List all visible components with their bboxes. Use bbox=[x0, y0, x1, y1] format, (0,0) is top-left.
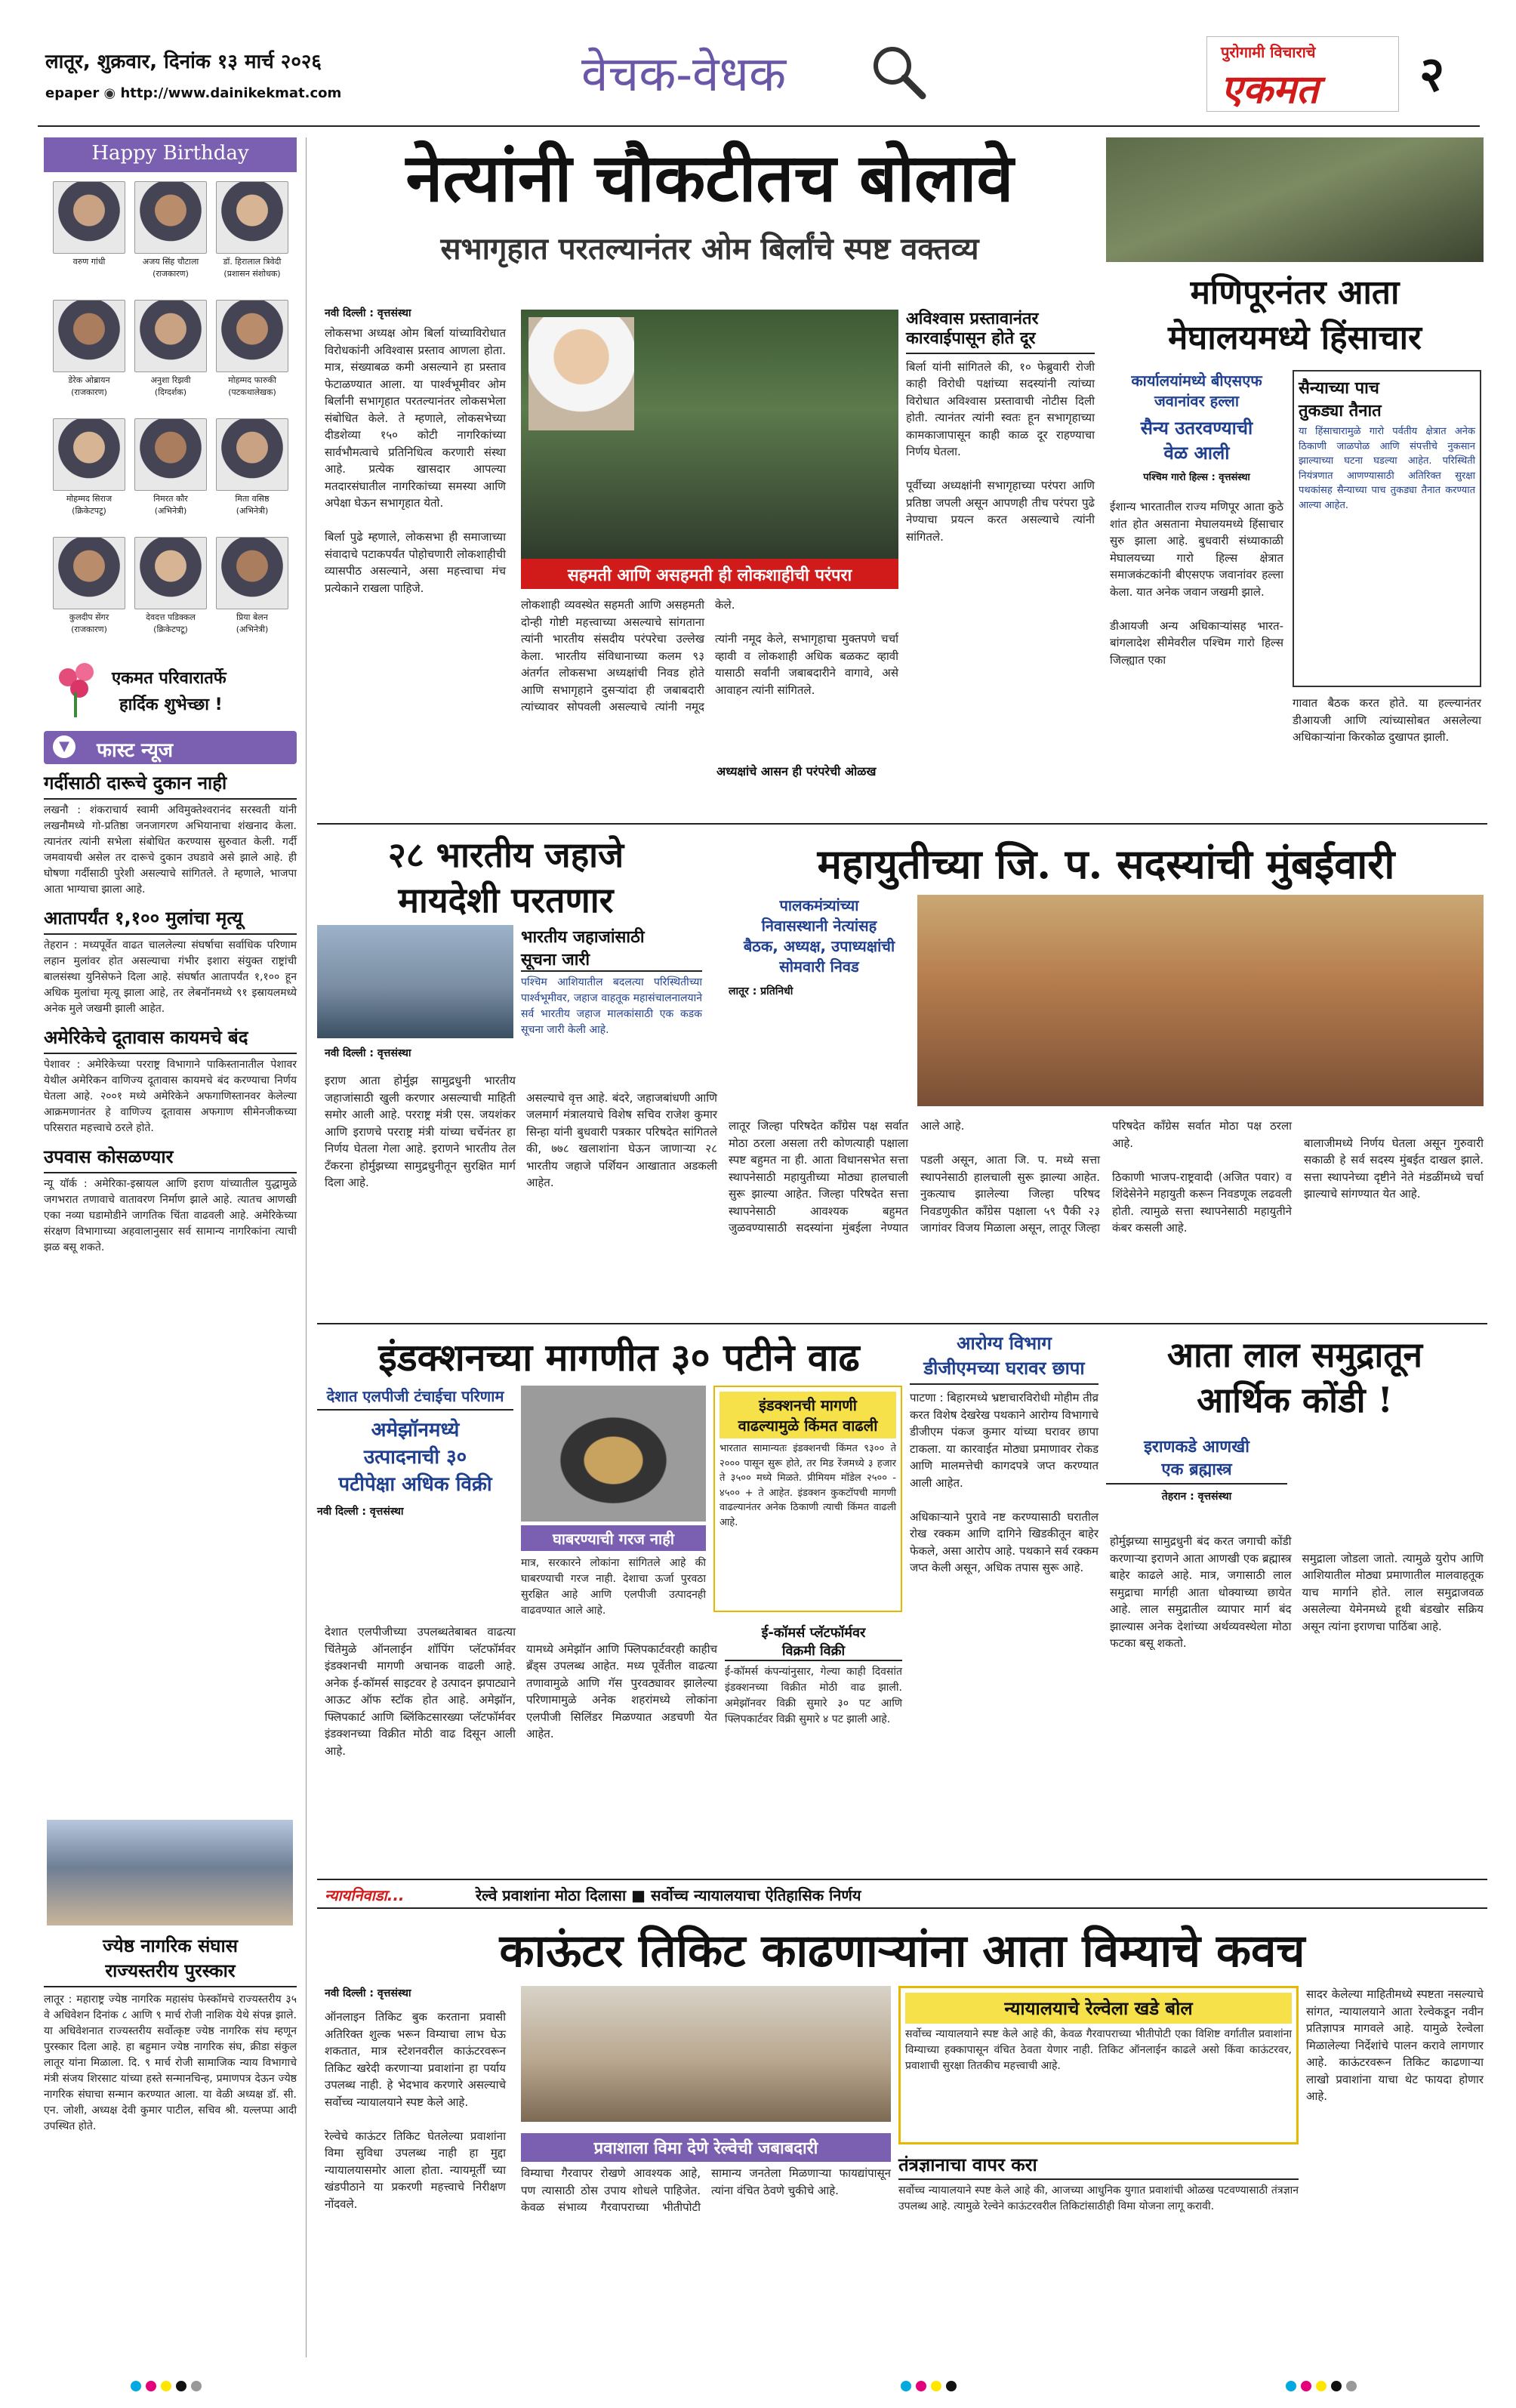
zp-box-2: निवासस्थानी नेत्यांसह bbox=[761, 917, 877, 935]
zp-bottom-rule bbox=[317, 1323, 1487, 1324]
registration-marks bbox=[0, 2371, 1516, 2401]
railway-tech-head: तंत्रज्ञानाचा वापर करा bbox=[898, 2152, 1299, 2180]
zp-box-4: सोमवारी निवड bbox=[779, 957, 859, 976]
lead-photo bbox=[521, 310, 898, 559]
birthday-name: अजय सिंह चौटाला bbox=[142, 257, 199, 267]
induction-dateline: नवी दिल्ली : वृत्तसंस्था bbox=[317, 1506, 404, 1518]
ships-dateline: नवी दिल्ली : वृत्तसंस्था bbox=[325, 1047, 411, 1059]
railway-box-body: विम्याचा गैरवापर रोखणे आवश्यक आहे, पण त्यासाठी ठोस उपाय शोधले पाहिजेत. केवळ संभाव्य गैरवापराच्या भीतीपोटी सामान्य जनतेला मिळणाऱ्या फायद्यांपासून त्यांना वंचित ठेवणे चुकीचे आहे. bbox=[521, 2166, 895, 2214]
ships-box-body: पश्चिम आशियातील बदलत्या परिस्थितीच्या पार्श्वभूमीवर, जहाज वाहतूक महासंचालनालयाने सर्व भारतीय जहाज मालकांसाठी एक कडक सूचना जारी केली आहे. bbox=[521, 976, 706, 1036]
manipur-sub-2: जवानांवर हल्ला bbox=[1154, 392, 1240, 410]
redsea-box bbox=[1106, 1435, 1287, 1503]
color-dots-left bbox=[128, 2380, 204, 2394]
fast-news-body: पेशावर : अमेरिकेच्या परराष्ट्र विभागाने पाकिस्तानातील पेशावर येथील अमेरिकन वाणिज्य दूतावास कायमचे बंद करण्याचा निर्णय घेतला आहे. २००१ मध्ये अमेरिकेने अफगाणिस्तानवर केलेल्या आक्रमणानंतर हे वाणिज्य दूतावास अफगाण सीमेनजीकच्या परिसरात महत्त्वाचे ठरले होते. bbox=[44, 1059, 300, 1134]
birthday-photo bbox=[134, 418, 207, 491]
railway-dateline: नवी दिल्ली : वृत्तसंस्था bbox=[325, 1987, 411, 1999]
chevron-down-icon: ▼ bbox=[53, 735, 75, 758]
senior-award bbox=[44, 1933, 300, 2135]
birthday-name: अनुशा रिझवी bbox=[150, 375, 191, 385]
induction-sub-body: ई-कॉमर्स कंपन्यांनुसार, गेल्या काही दिवसांत इंडक्शनच्या विक्रीत मोठी वाढ झाली. अमेझॉनवर विक्री सुमारे ३० पट आणि फ्लिपकार्टवर विक्री सुमारे ४ पट झाली आहे. bbox=[725, 1666, 906, 1725]
redsea-headline-1: आता लाल समुद्रातून bbox=[1166, 1334, 1423, 1375]
railway-right-title bbox=[905, 1993, 1292, 2024]
epaper-label: epaper bbox=[45, 85, 100, 101]
lead-col-2: लोकशाही व्यवस्थेत सहमती आणि असहमती दोन्ही गोष्टी महत्त्वाच्या असल्याचे सांगताना त्यांनी भारतीय संसदीय परंपरेचा उल्लेख केला. भारतीय संविधानाच्या कलम ९३ अंतर्गत लोकसभा अध्यक्षांची निवड होते आणि सभागृहाने दुसऱ्यांदा ही जबाबदारी त्यांच्यावर सोपवली असल्याचे त्यांनी नमूद केले. त्यांनी नमूद केले, सभागृहाचा मुक्तपणे चर्चा व्हावी व लोकशाही अधिक बळकट व्हावी यासाठी सर्वांनी जबाबदारीने वागावे, असे आवाहन त्यांनी सांगितले. bbox=[521, 598, 898, 714]
globe-icon: ◉ bbox=[103, 85, 121, 101]
redsea-box-2: एक ब्रह्मास्त्र bbox=[1106, 1457, 1287, 1485]
ships-box-head-2: सूचना जारी bbox=[521, 948, 702, 972]
birthday-name: मोहम्मद फारुकी bbox=[228, 375, 276, 385]
lead-headline: नेत्यांनी चौकटीतच बोलावे bbox=[405, 139, 1014, 217]
manipur-dateline: पश्चिम गारो हिल्स : वृत्तसंस्था bbox=[1143, 472, 1250, 483]
induction-side-4: पटीपेक्षा अधिक विक्री bbox=[338, 1473, 492, 1496]
railway-box bbox=[521, 2133, 895, 2216]
induction-photo bbox=[521, 1386, 706, 1522]
birthday-photo bbox=[134, 181, 207, 254]
induction-side-3: उत्पादनाची ३० bbox=[363, 1446, 467, 1469]
induction-side bbox=[317, 1386, 513, 1518]
induction-side-2: अमेझॉनमध्ये bbox=[371, 1419, 460, 1441]
gadget-head: घाबरण्याची गरज नाही bbox=[552, 1530, 675, 1548]
birthday-photo bbox=[216, 181, 288, 254]
birthday-role: (क्रिकेटपटू) bbox=[153, 624, 188, 634]
birthday-role: (अभिनेत्री) bbox=[236, 624, 269, 634]
magnifier-icon bbox=[868, 42, 929, 102]
fast-news-body: न्यू यॉर्क : अमेरिका-इस्रायल आणि इराण यांच्यातील युद्धामुळे जगभरात तणावाचे वातावरण निर्माण झाले आहे. त्यातच आणखी एका नव्या घडामोडीने जागतिक चिंता वाढवली आहे. अमेरिकेच्या संरक्षण विभागाच्या अहवालानुसार सर्व सामान्य नागरिकांना त्याची झळ बसू शकते. bbox=[44, 1178, 300, 1253]
birthday-photo bbox=[53, 418, 125, 491]
birthday-title: Happy Birthday bbox=[91, 142, 249, 165]
birthday-name: मिता वसिष्ठ bbox=[235, 494, 270, 504]
birthday-name: मोहम्मद सिराज bbox=[66, 494, 112, 504]
birthday-name: वरुण गांधी bbox=[72, 257, 106, 267]
page-number: २ bbox=[1419, 47, 1445, 103]
railway-ribbon bbox=[317, 1879, 1487, 1909]
zp-body: लातूर जिल्हा परिषदेत काँग्रेस पक्ष सर्वात मोठा ठरला असला तरी कोणत्याही पक्षाला स्पष्ट बहुमत ना ही. आता विधानसभेत सत्ता स्थापनेसाठी महायुतीच्या मोठ्या हालचाली सुरू झाल्या आहेत. जिल्हा परिषदेत सत्ता स्थापनेसाठी आवश्यक बहुमत जुळवण्यासाठी सदस्यांना मुंबईला नेण्यात आले आहे. पडली असून, आता जि. प. मध्ये सत्ता स्थापनेसाठी हालचाली सुरू झाल्या आहेत. नुकत्याच झालेल्या जिल्हा परिषद निवडणुकीत काँग्रेस पक्षाला ५९ पैकी २३ जागांवर विजय मिळाला असून, लातूर जिल्हा परिषदेत काँग्रेस सर्वात मोठा पक्ष ठरला आहे. ठिकाणी भाजप-राष्ट्रवादी (अजित पवार) व शिंदेसेनेने महायुती करून निवडणूक लढवली होती. त्यामुळे सत्ता स्थापनेसाठी महायुतीने कंबर कसली आहे. बालाजीमध्ये निर्णय घेतला असून गुरुवारी सकाळी हे सर्व सदस्य मुंबईत दाखल झाले. सत्ता स्थापनेच्या दृष्टीने नेते मंडळींमध्ये चर्चा झाल्याचे सांगण्यात येत आहे. bbox=[729, 1119, 1484, 1235]
manipur-sub-3: सैन्य उतरवण्याची bbox=[1140, 418, 1253, 439]
fast-news-body: तेहरान : मध्यपूर्वेत वाढत चाललेल्या संघर्षाचा सर्वाधिक परिणाम लहान मुलांवर होत असल्याचा गंभीर इशारा संयुक्त राष्ट्रांची बालसंस्था युनिसेफने दिला आहे. संघर्षात आतापर्यंत १,१०० हून अधिक मुलांचा मृत्यू झाला आहे, तर लेबनॉनमध्ये ९१ इस्रायलमध्ये अनेक मुले जखमी झाली आहेत. bbox=[44, 939, 300, 1015]
ships-box-head-1: भारतीय जहाजांसाठी bbox=[521, 928, 645, 947]
ships-photo bbox=[317, 925, 513, 1038]
railway-photo bbox=[521, 1986, 891, 2122]
manipur-sub-box bbox=[1106, 370, 1287, 483]
birthday-photo bbox=[216, 537, 288, 609]
zp-box-3: बैठक, अध्यक्ष, उपाध्यक्षांची bbox=[743, 937, 895, 955]
induction-body: देशात एलपीजीच्या उपलब्धतेबाबत वाढत्या चिंतेमुळे ऑनलाईन शॉपिंग प्लॅटफॉर्मवर इंडक्शनची मागणी अचानक वाढली आहे. अनेक ई-कॉमर्स साइटवर हे उत्पादन झपाट्याने आऊट ऑफ स्टॉक होत आहे. अमेझॉन, फ्लिपकार्ट आणि ब्लिंकिटसारख्या प्लॅटफॉर्मवर इंडक्शनच्या विक्रीत मोठी वाढ दिसून आली आहे. यामध्ये अमेझॉन आणि फ्लिपकार्टवरही काहीच ब्रँड्स उपलब्ध आहेत. मध्य पूर्वेतील वाढत्या तणावामुळे आणि गॅस पुरवठ्यावर झालेल्या परिणामामुळे अनेक शहरांमध्ये लोकांना एलपीजी सिलिंडर मिळण्यात अडचणी येत आहेत. bbox=[325, 1625, 717, 1758]
section-title-right: वेधक bbox=[692, 47, 787, 103]
railway-tech-box bbox=[898, 2152, 1302, 2215]
birthday-role: (दिग्दर्शक) bbox=[154, 387, 187, 397]
lead-box-head: अध्यक्षांचे आसन ही परंपरेची ओळख bbox=[713, 763, 876, 779]
lead-side-box bbox=[906, 310, 1095, 823]
ships-body: इराण आता होर्मुझ सामुद्रधुनी भारतीय जहाजांसाठी खुली करणार असल्याची माहिती समोर आली आहे. परराष्ट्र मंत्री एस. जयशंकर आणि इराणचे परराष्ट्र मंत्री यांच्या चर्चेनंतर हा निर्णय घेतला गेला आहे. इराणने भारतीय तेल टँकरना होर्मुझच्या सामुद्रधुनीतून सुरक्षित मार्ग दिला आहे. असल्याचे वृत्त आहे. बंदरे, जहाजबांधणी आणि जलमार्ग मंत्रालयाचे विशेष सचिव राजेश कुमार सिन्हा यांनी बुधवारी पत्रकार परिषदेत सांगितले की, ७७८ खलाशांना घेऊन जाणाऱ्या २८ भारतीय जहाजे पर्शियन आखातात अडकली आहेत. bbox=[325, 1074, 717, 1189]
redsea-dateline: तेहरान : वृत्तसंस्था bbox=[1161, 1491, 1232, 1503]
zp-box-1: पालकमंत्र्यांच्या bbox=[779, 896, 859, 914]
railway-right-col: सादर केलेल्या माहितीमध्ये स्पष्टता नसल्याचे सांगत, न्यायालयाने आता रेल्वेकडून नवीन प्रतिज्ञापत्र मागवले आहे. यामुळे रेल्वेला मिळालेल्या निर्देशांचे पालन करावे लागणार आहे. काऊंटरवरून तिकिट काढणाऱ्या लाखो प्रवाशांना याचा थेट फायदा होणार आहे. bbox=[1306, 1987, 1487, 2103]
birthday-role: (राजकारण) bbox=[71, 387, 107, 397]
induction-price-box bbox=[713, 1386, 902, 1612]
lead-col-1: लोकसभा अध्यक्ष ओम बिर्ला यांच्याविरोधात विरोधकांनी अविश्वास प्रस्ताव आणला होता. मात्र, संख्याबळ कमी असल्याने हा प्रस्ताव फेटाळण्यात आला. या पार्श्वभूमीवर ओम बिर्लांनी सभागृहात परतल्यानंतर लोकसभेला संबोधित केले. ते म्हणाले, लोकसभेच्या दीडशेव्या १५० कोटी नागरिकांच्या सार्वभौमत्वाचे प्रतिनिधित्व करणारी संस्था आहे. प्रत्येक खासदार आपल्या मतदारसंघातील नागरिकांच्या समस्या आणि अपेक्षा घेऊन सभागृहात येतो. बिर्ला पुढे म्हणाले, लोकसभा ही समाजाच्या संवादाचे पटाकपर्यंत पोहोचणारी लोकशाहीची व्यासपीठ असल्याने, असा महत्त्वाचा मंच प्रत्येकाने राखला पाहिजे. bbox=[325, 326, 506, 595]
color-dots-right bbox=[1283, 2380, 1359, 2394]
birthday-photo bbox=[53, 300, 125, 372]
lead-bottom-rule bbox=[317, 823, 1487, 825]
induction-sub-box-2: विक्रमी विक्री bbox=[725, 1642, 902, 1661]
fast-news-title: फास्ट न्यूज bbox=[97, 739, 174, 762]
fast-news-head: अमेरिकेचे दूतावास कायमचे बंद bbox=[44, 1025, 297, 1054]
manipur-photo bbox=[1106, 137, 1484, 262]
ships-headline-2: मायदेशी परतणार bbox=[398, 880, 614, 920]
railway-box-title bbox=[521, 2133, 891, 2162]
gadget-body: मात्र, सरकारने लोकांना सांगितले आहे की घाबरण्याची गरज नाही. देशाचा ऊर्जा पुरवठा सुरक्षित आहे आणि एलपीजी उत्पादनही वाढवण्यात आले आहे. bbox=[521, 1557, 710, 1617]
induction-price-head bbox=[719, 1392, 896, 1438]
lead-subhead: सभागृहात परतल्यानंतर ओम बिर्लांचे स्पष्ट वक्तव्य bbox=[440, 232, 979, 267]
birthday-photo bbox=[134, 300, 207, 372]
section-title-left: वेचक bbox=[581, 47, 676, 103]
fast-news-body: लखनौ : शंकराचार्य स्वामी अविमुक्तेश्वरानंद सरस्वती यांनी लखनौमध्ये गो-प्रतिष्ठा जनजागरण अभियानाचा शंखनाद केला. त्यानंतर त्यांनी सभेला संबोधित करण्यास सुरुवात केली. गर्दी जमवायची असेल तर दारूचे दुकान उघडावे असे झाले आहे. ही घोषणा गर्दीसाठी पुरेशी असल्याचे सांगितले. ते म्हणाले, भाजपा आता भाग्याचा झाला आहे. bbox=[44, 804, 300, 896]
brand-tagline: पुरोगामी विचाराचे bbox=[1221, 43, 1316, 61]
lead-side-head-2: कारवाईपासून होते दूर bbox=[906, 329, 1095, 353]
birthday-wish-1: एकमत परिवारातर्फे bbox=[112, 669, 226, 688]
railway-body: ऑनलाइन तिकिट बुक करताना प्रवासी अतिरिक्त शुल्क भरून विम्याचा लाभ घेऊ शकतात, मात्र स्टेशनवरील काऊंटरवरून तिकिट खरेदी करणाऱ्या प्रवाशांना हा पर्याय उपलब्ध नाही. हे भेदभाव करणारे असल्याचे सर्वोच्च न्यायालयाने स्पष्ट केले आहे. रेल्वेचे काऊंटर तिकिट घेतलेल्या प्रवाशांना विमा सुविधा उपलब्ध नाही हा मुद्दा न्यायालयासमोर आला होता. न्यायमूर्तीं च्या खंडपीठाने या प्रकरणी महत्त्वाचे निरीक्षण नोंदवले. bbox=[325, 2010, 506, 2211]
birthday-role: (राजकारण) bbox=[71, 624, 107, 634]
award-photo bbox=[47, 1820, 293, 1925]
award-headline-1: ज्येष्ठ नागरिक संघास bbox=[103, 1935, 238, 1956]
birthday-photo bbox=[216, 418, 288, 491]
aarogya-head-1: आरोग्य विभाग bbox=[957, 1333, 1052, 1354]
aarogya-body: पाटणा : बिहारमध्ये भ्रष्टाचारविरोधी मोहीम तीव्र करत विशेष देखरेख पथकाने आरोग्य विभागाचे डीजीएम पंकज कुमार यांच्या घरावर छापा टाकला. या कारवाईत मोठ्या प्रमाणावर रोकड आणि मालमत्तेची कागदपत्रे जप्त करण्यात आली आहेत. अधिकाऱ्याने पुरावे नष्ट करण्यासाठी घरातील रोख रक्कम आणि दागिने खिडकीतून बाहेर फेकले, असा आरोप आहे. पथकाने सर्व रक्कम जप्त केली असून, अधिक तपास सुरू आहे. bbox=[910, 1391, 1098, 1574]
fast-news-head: उपवास कोसळण्यार bbox=[44, 1144, 297, 1173]
ships-headline-1: २८ भारतीय जहाजे bbox=[387, 834, 624, 875]
birthday-role: (अभिनेत्री) bbox=[154, 506, 187, 516]
manipur-box-head-2: तुकड्या तैनात bbox=[1299, 402, 1382, 421]
birthday-role: (प्रशासन संशोधक) bbox=[223, 269, 281, 279]
fast-news-header bbox=[44, 731, 297, 764]
zp-photo bbox=[917, 895, 1484, 1106]
manipur-box-body: या हिंसाचारामुळे गारो पर्वतीय क्षेत्रात अनेक ठिकाणी जाळपोळ आणि संपत्तीचे नुकसान झाल्याच्या घटना घडल्या आहेत. परिस्थिती नियंत्रणात आणण्यासाठी अतिरिक्त सुरक्षा पथकांसह सैन्याच्या पाच तुकड्या तैनात करण्यात आल्या आहेत. bbox=[1299, 426, 1479, 511]
induction-box-head-2: वाढल्यामुळे किंमत वाढली bbox=[738, 1417, 878, 1435]
redsea-body: होर्मुझच्या सामुद्रधुनी बंद करत जगाची कोंडी करणाऱ्या इराणने आता आणखी एक ब्रह्मास्त्र बाहेर काढले आहे. मात्र, जगासाठी लाल समुद्राचा मार्गही आता धोक्याच्या छायेत आहे. लाल समुद्रातील व्यापार मार्ग बंद झाल्यास अनेक देशांच्या अर्थव्यवस्थेला मोठा फटका बसू शकतो. समुद्राला जोडला जातो. त्यामुळे युरोप आणि आशियातील मोठ्या प्रमाणातील मालवाहतूक याच मार्गाने होते. लाल समुद्राजवळ असलेल्या येमेनमध्ये हूथी बंडखोर सक्रिय असून त्यांना इराणचा पाठिंबा आहे. bbox=[1110, 1534, 1484, 1650]
birthday-header bbox=[44, 137, 297, 172]
induction-box-head-1: इंडक्शनची मागणी bbox=[759, 1396, 857, 1414]
masthead bbox=[0, 0, 1516, 151]
induction-side-1: देशात एलपीजी टंचाईचा परिणाम bbox=[317, 1386, 513, 1411]
zp-box bbox=[729, 895, 910, 998]
lead-side-body: बिर्ला यांनी सांगितले की, १० फेब्रुवारी रोजी काही विरोधी पक्षांच्या सदस्यांनी त्यांच्या विरोधात अविश्वास प्रस्तावाची नोटीस दिली होती. त्यानंतर त्यांनी स्वतः हून सभागृहाच्या कामकाजापासून काही काळ दूर राहण्याचा निर्णय घेतला. पूर्वीच्या अध्यक्षांनी सभागृहाच्या परंपरा आणि प्रतिष्ठा जपली असून आपणही तीच परंपरा पुढे नेण्याचा प्रयत्न करत असल्याचे त्यांनी सांगितले. bbox=[906, 359, 1095, 544]
zp-headline: महायुतीच्या जि. प. सदस्यांची मुंबईवारी bbox=[817, 840, 1395, 888]
color-dots-mid bbox=[898, 2380, 959, 2394]
ships-box bbox=[521, 925, 706, 1038]
birthday-photo bbox=[216, 300, 288, 372]
epaper-line bbox=[45, 85, 341, 101]
manipur-tail: गावात बैठक करत होते. या हल्ल्यानंतर डीआयजी आणि त्यांच्यासोबत असलेल्या अधिकाऱ्यांना किरकोळ दुखापत झाली. bbox=[1293, 696, 1485, 744]
birthday-name: डेरेक ओब्रायन bbox=[68, 375, 110, 385]
manipur-sub-4: वेळ आली bbox=[1163, 442, 1230, 464]
manipur-sub-1: कार्यालयांमध्ये बीएसएफ bbox=[1131, 372, 1262, 390]
induction-sub-box-1: ई-कॉमर्स प्लॅटफॉर्मवर bbox=[761, 1625, 866, 1641]
birthday-name: देवदत्त पडिक्कल bbox=[146, 612, 196, 622]
birthday-photo bbox=[134, 537, 207, 609]
railway-ribbon-label: न्यायनिवाडा... bbox=[325, 1886, 405, 1904]
date-line: लातूर, शुक्रवार, दिनांक १३ मार्च २०२६ bbox=[45, 51, 322, 73]
railway-ribbon-text: रेल्वे प्रवाशांना मोठा दिलासा ■ सर्वोच्च न्यायालयाचा ऐतिहासिक निर्णय bbox=[476, 1886, 861, 1904]
birthday-panel bbox=[44, 137, 297, 726]
railway-right-box bbox=[898, 1986, 1299, 2144]
railway-right-head: न्यायालयाचे रेल्वेला खडे बोल bbox=[1004, 1998, 1193, 2019]
aarogya-head-2: डीजीएमच्या घरावर छापा bbox=[910, 1355, 1098, 1385]
award-headline-2: राज्यस्तरीय पुरस्कार bbox=[44, 1958, 297, 1987]
manipur-headline-2: मेघालयमध्ये हिंसाचार bbox=[1168, 319, 1422, 357]
manipur-headline-1: मणिपूरनंतर आता bbox=[1190, 273, 1400, 312]
brand-logo: एकमत bbox=[1221, 67, 1319, 113]
birthday-photo bbox=[53, 537, 125, 609]
masthead-rule bbox=[38, 125, 1480, 127]
brand-box bbox=[1206, 36, 1399, 112]
fast-news-head: आतापर्यंत १,१०० मुलांचा मृत्यू bbox=[44, 905, 297, 935]
railway-right-body: सर्वोच्च न्यायालयाने स्पष्ट केले आहे की, केवळ गैरवापराच्या भीतीपोटी एका विशिष्ट वर्गातील प्रवाशांना विम्याच्या हक्कापासून वंचित ठेवता येणार नाही. तिकिट ऑनलाईन काढले असो किंवा काऊंटरवर, प्रवाशाची सुरक्षा तितकीच महत्त्वाची आहे. bbox=[905, 2028, 1296, 2072]
birthday-name: डॉ. हिरालाल त्रिवेदी bbox=[223, 257, 282, 267]
birthday-role: (अभिनेत्री) bbox=[236, 506, 269, 516]
gadget-head-box bbox=[521, 1525, 706, 1551]
left-column-divider bbox=[306, 137, 307, 2357]
induction-headline: इंडक्शनच्या मागणीत ३० पटीने वाढ bbox=[378, 1336, 860, 1380]
railway-box-head: प्रवाशाला विमा देणे रेल्वेची जबाबदारी bbox=[593, 2139, 818, 2158]
birthday-name: निमरत कौर bbox=[153, 494, 188, 504]
lead-photo-caption bbox=[521, 559, 898, 589]
birthday-wish-2: हार्दिक शुभेच्छा ! bbox=[119, 695, 223, 714]
lead-photo-caption-text: सहमती आणि असहमती ही लोकशाहीची परंपरा bbox=[567, 566, 852, 585]
birthday-role: (राजकारण) bbox=[153, 269, 189, 279]
speaker-portrait bbox=[528, 317, 634, 430]
redsea-box-1: इराणकडे आणखी bbox=[1144, 1438, 1249, 1457]
aarogya-box bbox=[910, 1330, 1098, 1858]
award-body: लातूर : महाराष्ट्र ज्येष्ठ नागरिक महासंघ फेस्कॉमचे राज्यस्तरीय ३५ वे अधिवेशन दिनांक ८ आणि ९ मार्च रोजी नाशिक येथे संपन्न झाले. या अधिवेशनात राज्यस्तरीय सर्वोत्कृष्ट ज्येष्ठ नागरिक संघ म्हणून पुरस्कार दिला आहे. हा बहुमान ज्येष्ठ नागरिक संघ, क्रीडा संकुल लातूर यांना मिळाला. दि. ९ मार्च रोजी सामाजिक न्याय विभागाचे मंत्री संजय शिरसाट यांच्या हस्ते सन्मानचिन्ह, प्रमाणपत्र देऊन ज्येष्ठ नागरिक संघाचा सन्मान करण्यात आला. या वेळी अध्यक्ष डॉ. सी. एन. जोशी, अध्यक्ष देवी कुमार पाटील, सचिव श्री. यल्लप्पा आदी उपस्थित होते. bbox=[44, 1993, 300, 2132]
birthday-role: (पटकथालेखक) bbox=[228, 387, 276, 397]
lead-dateline: नवी दिल्ली : वृत्तसंस्था bbox=[325, 307, 411, 319]
induction-box-body: भारतात सामान्यतः इंडक्शनची किंमत ९३०० ते २००० पासून सुरू होते, तर मिड रेंजमध्ये ३ हजार ते ३५०० मध्ये मिळते. प्रीमियम मॉडेल २५०० - ४५०० + ते आहेत. इंडक्शन कुकटॉपची मागणी वाढल्यानंतर अनेक ठिकाणी त्याची किंमत वाढली आहे. bbox=[719, 1443, 900, 1528]
flower-icon bbox=[53, 658, 106, 719]
website-link[interactable]: http://www.dainikekmat.com bbox=[120, 85, 342, 101]
section-title: वेचक-वेधक bbox=[581, 47, 787, 103]
birthday-name: कुलदीप सेंगर bbox=[69, 612, 109, 622]
fast-news-head: गर्दीसाठी दारूचे दुकान नाही bbox=[44, 770, 297, 800]
induction-sub bbox=[725, 1623, 906, 1728]
manipur-box-head-1: सैन्याच्या पाच bbox=[1299, 379, 1379, 398]
zp-dateline: लातूर : प्रतिनिधी bbox=[729, 985, 793, 997]
manipur-side-box bbox=[1293, 370, 1481, 687]
railway-tech-body: सर्वोच्च न्यायालयाने स्पष्ट केले आहे की, आजच्या आधुनिक युगात प्रवाशांची ओळख पटवण्यासाठी तंत्रज्ञान उपलब्ध आहे. त्यामुळे रेल्वेने काऊंटरवरील तिकिटांसाठीही विमा योजना लागू करावी. bbox=[898, 2184, 1302, 2212]
fast-news-list bbox=[44, 770, 300, 1256]
railway-headline: काऊंटर तिकिट काढणाऱ्यांना आता विम्याचे कवच bbox=[499, 1925, 1305, 1978]
birthday-name: प्रिया बेलन bbox=[236, 612, 268, 622]
manipur-body: ईशान्य भारतातील राज्य मणिपूर आता कुठे शांत होत असताना मेघालयमध्ये हिंसाचार सुरु झाला आहे. बुधवारी संध्याकाळी मेघालयच्या गारो हिल्स क्षेत्रात समाजकंटकांनी बीएसएफ जवानांवर हल्ला केला. यात अनेक जवान जखमी झाले. डीआयजी अन्य अधिकाऱ्यांसह भारत-बांगलादेश सीमेवरील पश्चिम गारो हिल्स जिल्ह्यात एका bbox=[1110, 500, 1283, 667]
redsea-headline-2: आर्थिक कोंडी ! bbox=[1197, 1380, 1393, 1420]
lead-side-head-1: अविश्वास प्रस्तावानंतर bbox=[906, 310, 1039, 328]
birthday-photo bbox=[53, 181, 125, 254]
birthday-role: (क्रिकेटपटू) bbox=[72, 506, 106, 516]
